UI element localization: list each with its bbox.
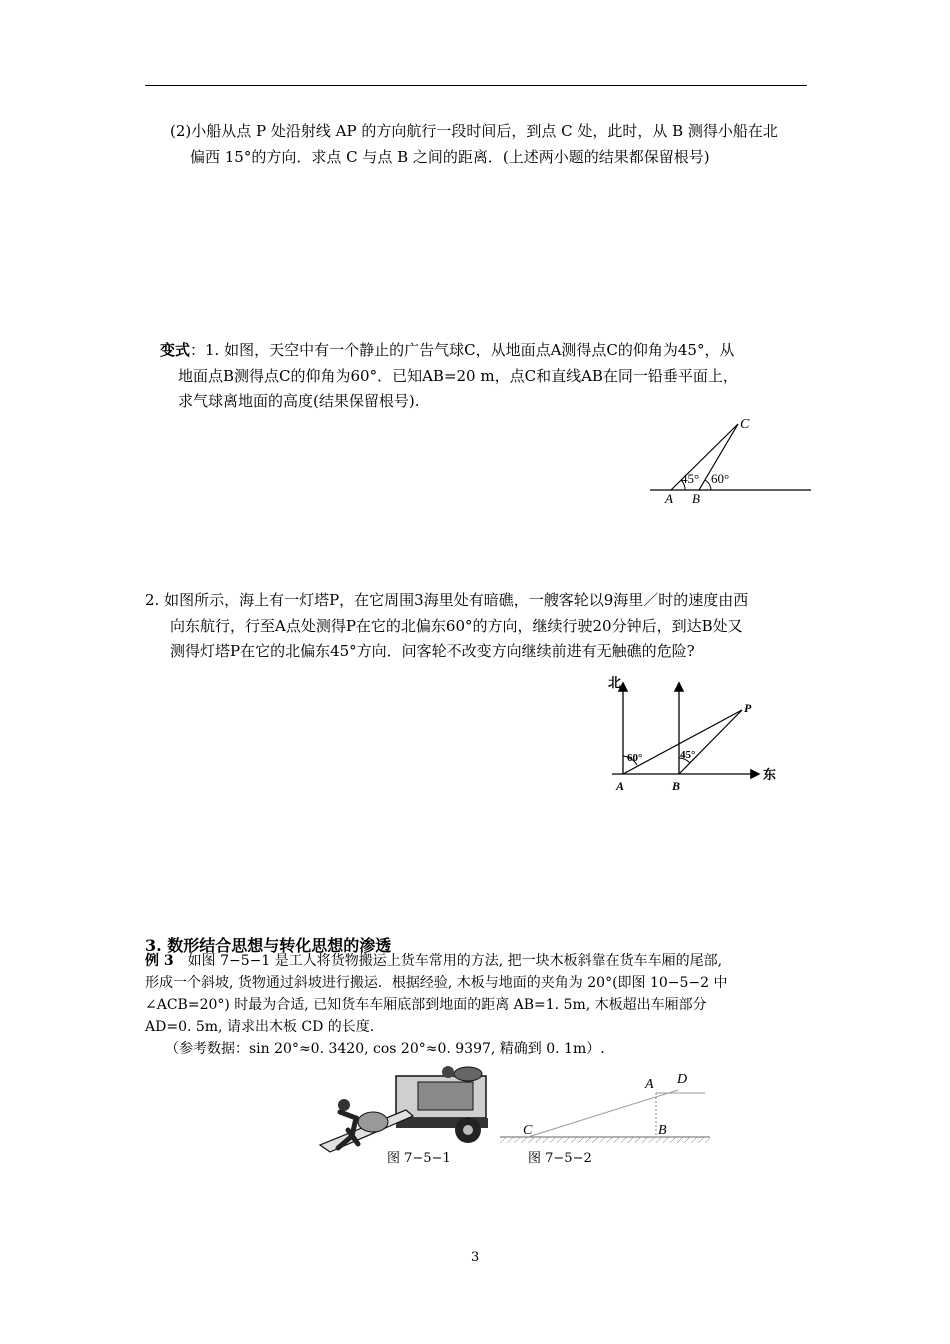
- east-label: 东: [763, 767, 777, 782]
- wheel-hub: [463, 1125, 473, 1135]
- angle-b-label: 45°: [680, 749, 696, 761]
- variant1-line1: [160, 338, 734, 363]
- header-rule: [145, 85, 807, 86]
- example3-line4: AD=0. 5m, 请求出木板 CD 的长度.: [145, 1019, 375, 1035]
- lighthouse-figure: [600, 670, 790, 800]
- label-a: A: [645, 1077, 654, 1092]
- variant1-text: ：1. 如图，天空中有一个静止的广告气球C，从地面点A测得点C的仰角为45°，从: [190, 341, 735, 359]
- fig-7-5-2-caption: 图 7−5−2: [528, 1151, 592, 1166]
- balloon-figure: [645, 410, 815, 515]
- barrel-on-truck: [454, 1067, 482, 1081]
- fig-7-5-1-caption: 图 7−5−1: [387, 1151, 451, 1166]
- variant2-line2: 向东航行，行至A点处测得P在它的北偏东60°的方向，继续行驶20分钟后，到达B处又: [170, 617, 743, 635]
- label-a: A: [616, 779, 625, 793]
- worker-head: [338, 1099, 350, 1111]
- example3-line1: [145, 950, 722, 972]
- truck-illustration: [318, 1060, 493, 1160]
- worker-body: [338, 1112, 358, 1148]
- line-bp: [679, 710, 742, 774]
- worker-head-top: [442, 1066, 454, 1078]
- label-c: C: [523, 1123, 533, 1138]
- label-b: B: [658, 1123, 667, 1138]
- line-ap: [623, 710, 742, 774]
- variant-label: 变式: [160, 341, 191, 359]
- angle-a-label: 45°: [681, 471, 700, 486]
- example3-line2: 形成一个斜坡, 货物通过斜坡进行搬运．根据经验, 木板与地面的夹角为 20°(即图 10−5−2 中: [145, 975, 728, 991]
- variant2-line1: 2. 如图所示，海上有一灯塔P，在它周围3海里处有暗礁，一艘客轮以9海里／时的速度由西: [145, 591, 749, 609]
- label-b: B: [672, 779, 681, 793]
- variant2-line3: 测得灯塔P在它的北偏东45°方向．问客轮不改变方向继续前进有无触礁的危险?: [170, 642, 695, 660]
- example3-line5: （参考数据：sin 20°≈0. 3420, cos 20°≈0. 9397, 精确到 0. 1m）.: [165, 1041, 605, 1057]
- example3-line3: ∠ACB=20°) 时最为合适, 已知货车车厢底部到地面的距离 AB=1. 5m, 木板超出车厢部分: [145, 997, 707, 1013]
- slope-figure: [490, 1068, 720, 1148]
- page-number: 3: [471, 1250, 480, 1265]
- label-b: B: [692, 491, 700, 506]
- section3-heading: 3. 数形结合思想与转化思想的渗透: [145, 936, 392, 955]
- variant1-line3: 求气球离地面的高度(结果保留根号).: [178, 392, 420, 410]
- example-label: 例 3: [145, 953, 174, 969]
- variant1-line2: 地面点B测得点C的仰角为60°．已知AB=20 m，点C和直线AB在同一铅垂平面上，: [178, 367, 738, 385]
- label-p: P: [744, 701, 752, 715]
- barrel-on-ramp: [358, 1112, 388, 1132]
- angle-b-label: 60°: [711, 471, 730, 486]
- label-d: D: [677, 1072, 688, 1087]
- angle-a-label: 60°: [627, 752, 643, 764]
- north-label: 北: [608, 675, 622, 690]
- q2-part2-line1: (2)小船从点 P 处沿射线 AP 的方向航行一段时间后，到点 C 处，此时，从 B 测得小船在北: [170, 122, 778, 140]
- example3-text: 如图 7−5−1 是工人将货物搬运上货车常用的方法, 把一块木板斜靠在货车车厢的尾部,: [173, 953, 723, 969]
- label-c: C: [740, 417, 750, 432]
- label-a: A: [665, 491, 673, 506]
- truck-side: [418, 1082, 473, 1110]
- q2-part2-line2: 偏西 15°的方向．求点 C 与点 B 之间的距离．(上述两小题的结果都保留根号): [190, 148, 710, 166]
